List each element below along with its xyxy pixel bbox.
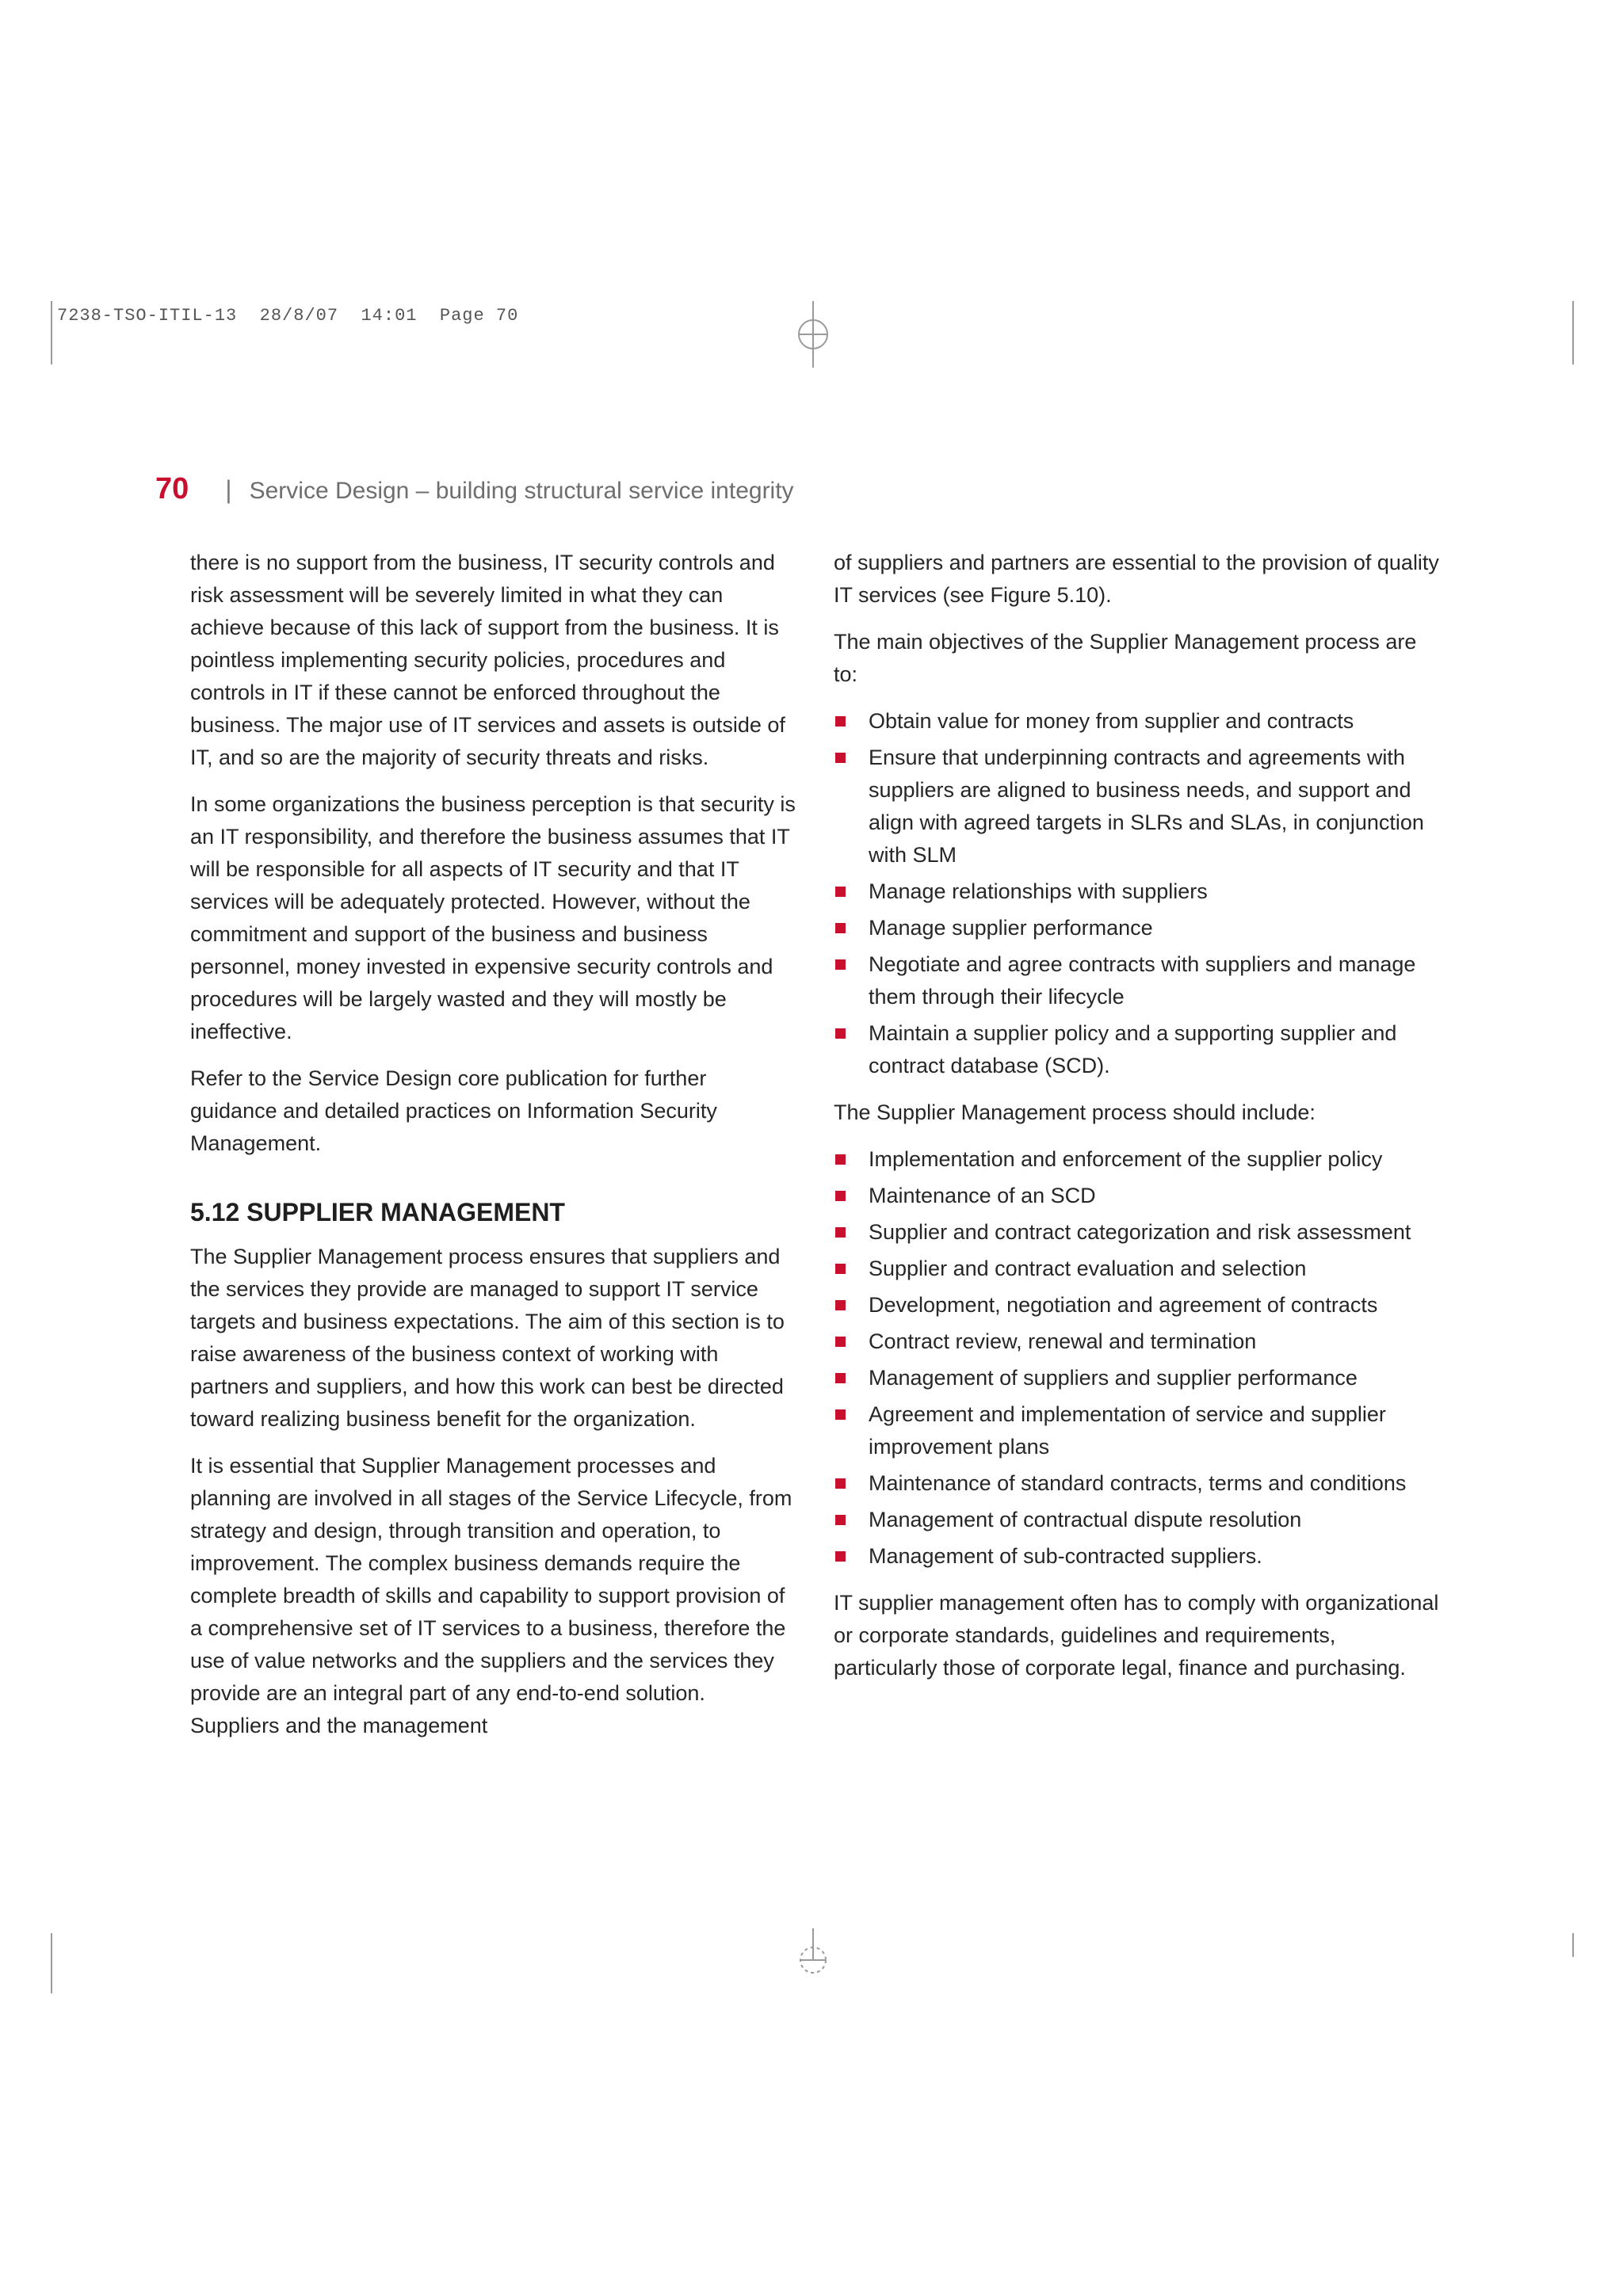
list-item-text: Maintain a supplier policy and a supporting supplier and contract database (SCD). xyxy=(869,1021,1397,1077)
paragraph: The Supplier Management process ensures that suppliers and the services they provide are managed to support IT service targets and business expectations. The aim of this section is to raise awareness of the business context of working with partners and suppliers, and how this work can best be directed toward realizing business benefit for the organization. xyxy=(190,1245,785,1431)
list-item-text: Development, negotiation and agreement of contracts xyxy=(869,1293,1378,1317)
running-title: Service Design – building structural service integrity xyxy=(249,478,794,504)
list-item-text: Obtain value for money from supplier and contracts xyxy=(869,709,1354,733)
list-item-text: Contract review, renewal and termination xyxy=(869,1329,1257,1353)
left-column xyxy=(190,547,797,1756)
list-item-text: Management of contractual dispute resolution xyxy=(869,1508,1302,1531)
list-item xyxy=(834,1362,1444,1394)
crop-mark-top-left xyxy=(51,301,52,364)
square-bullet-icon xyxy=(835,1409,846,1420)
list-item xyxy=(834,1216,1444,1249)
square-bullet-icon xyxy=(835,887,846,897)
square-bullet-icon xyxy=(835,923,846,933)
crop-mark-top-right xyxy=(1572,301,1574,364)
crop-mark-bottom-left xyxy=(51,1933,52,1993)
list-intro: The Supplier Management process should include: xyxy=(834,1100,1316,1124)
list-item xyxy=(834,1504,1444,1536)
square-bullet-icon xyxy=(835,1551,846,1562)
list-item-text: Manage relationships with suppliers xyxy=(869,879,1208,903)
square-bullet-icon xyxy=(835,1154,846,1165)
registration-mark-bottom xyxy=(792,1928,834,1976)
list-item-text: Negotiate and agree contracts with suppliers and manage them through their lifecycle xyxy=(869,952,1416,1009)
list-item-text: Agreement and implementation of service and supplier improvement plans xyxy=(869,1402,1386,1459)
page-header xyxy=(155,472,794,512)
list-item xyxy=(834,1398,1444,1463)
list-item xyxy=(834,1143,1444,1176)
objectives-list xyxy=(834,705,1444,1082)
square-bullet-icon xyxy=(835,959,846,970)
page-number: 70 xyxy=(155,472,189,505)
square-bullet-icon xyxy=(835,1373,846,1383)
registration-mark-top xyxy=(792,301,834,368)
header-divider: | xyxy=(225,475,232,504)
square-bullet-icon xyxy=(835,1478,846,1489)
paragraph: IT supplier management often has to comply with organizational or corporate standards, guidelines and requirements, particularly those of corporate legal, finance and purchasing. xyxy=(834,1591,1439,1680)
square-bullet-icon xyxy=(835,1300,846,1310)
paragraph: of suppliers and partners are essential to the provision of quality IT services (see Figure 5.10). xyxy=(834,551,1439,607)
list-item-text: Management of sub-contracted suppliers. xyxy=(869,1544,1262,1568)
list-intro: The main objectives of the Supplier Management process are to: xyxy=(834,630,1417,686)
list-item xyxy=(834,1540,1444,1573)
paragraph: In some organizations the business perception is that security is an IT responsibility, and therefore the business assumes that IT will be responsible for all aspects of IT security and that IT services will be adequately protected. However, without the commitment and support of the business and business personnel, money invested in expensive security controls and procedures will be largely wasted and they will mostly be ineffective. xyxy=(190,792,796,1043)
list-item xyxy=(834,1289,1444,1322)
list-item xyxy=(834,742,1444,871)
square-bullet-icon xyxy=(835,1264,846,1274)
process-includes-list xyxy=(834,1143,1444,1573)
square-bullet-icon xyxy=(835,1191,846,1201)
square-bullet-icon xyxy=(835,1227,846,1238)
list-item xyxy=(834,912,1444,944)
section-heading: 5.12 SUPPLIER MANAGEMENT xyxy=(190,1198,565,1226)
list-item xyxy=(834,1467,1444,1500)
list-item xyxy=(834,705,1444,738)
paragraph: It is essential that Supplier Management processes and planning are involved in all stages of the Service Lifecycle, from strategy and design, through transition and operation, to improvement. The complex business demands require the complete breadth of skills and capability to support provision of a comprehensive set of IT services to a business, therefore the use of value networks and the suppliers and the services they provide are an integral part of any end-to-end solution. Suppliers and the management xyxy=(190,1454,792,1737)
list-item xyxy=(834,875,1444,908)
list-item-text: Manage supplier performance xyxy=(869,916,1153,940)
printer-slug-line: 7238-TSO-ITIL-13 28/8/07 14:01 Page 70 xyxy=(57,306,519,326)
square-bullet-icon xyxy=(835,716,846,727)
list-item-text: Implementation and enforcement of the supplier policy xyxy=(869,1147,1383,1171)
square-bullet-icon xyxy=(835,1515,846,1525)
paragraph: there is no support from the business, IT security controls and risk assessment will be severely limited in what they can achieve because of this lack of support from the business. It is pointless implementing security policies, procedures and controls in IT if these cannot be enforced throughout the business. The major use of IT services and assets is outside of IT, and so are the majority of security threats and risks. xyxy=(190,551,785,769)
list-item xyxy=(834,1253,1444,1285)
paragraph: Refer to the Service Design core publication for further guidance and detailed practices on Information Security Management. xyxy=(190,1066,717,1155)
list-item xyxy=(834,1325,1444,1358)
right-column xyxy=(834,547,1444,1699)
list-item-text: Maintenance of an SCD xyxy=(869,1184,1096,1207)
list-item-text: Management of suppliers and supplier performance xyxy=(869,1366,1358,1390)
square-bullet-icon xyxy=(835,753,846,763)
list-item-text: Ensure that underpinning contracts and agreements with suppliers are aligned to business needs, and support and align with agreed targets in SLRs and SLAs, in conjunction with SLM xyxy=(869,746,1424,867)
square-bullet-icon xyxy=(835,1337,846,1347)
list-item xyxy=(834,1017,1444,1082)
crop-mark-bottom-right xyxy=(1572,1933,1574,1957)
list-item-text: Maintenance of standard contracts, terms and conditions xyxy=(869,1471,1407,1495)
list-item xyxy=(834,1180,1444,1212)
list-item-text: Supplier and contract categorization and risk assessment xyxy=(869,1220,1411,1244)
list-item-text: Supplier and contract evaluation and selection xyxy=(869,1257,1307,1280)
square-bullet-icon xyxy=(835,1028,846,1039)
list-item xyxy=(834,948,1444,1013)
